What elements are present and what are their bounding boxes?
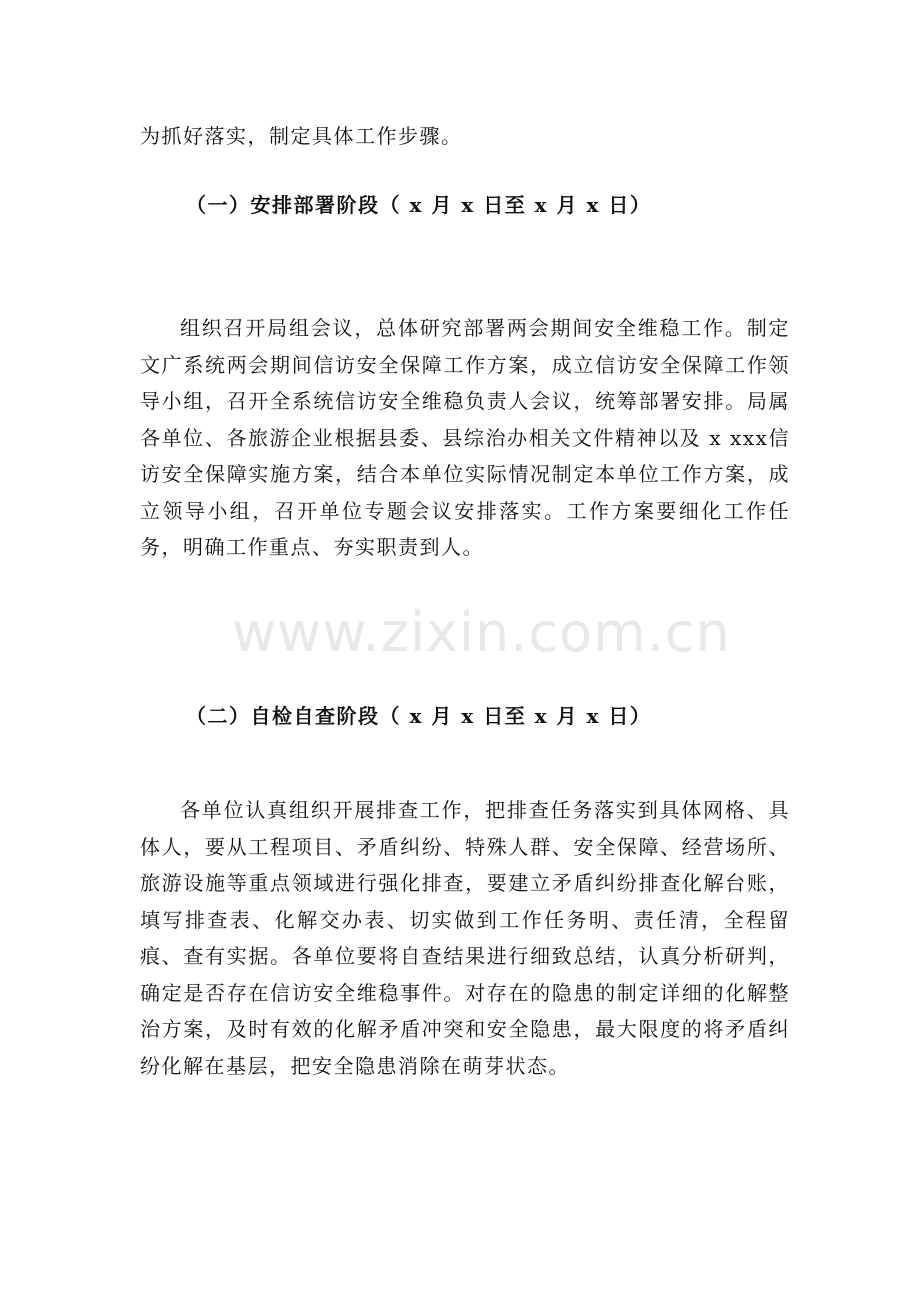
- watermark: www.zixin.com.cn: [232, 601, 731, 664]
- section-1-body: 组织召开局组会议，总体研究部署两会期间安全维稳工作。制定文广系统两会期间信访安全保障工作方案，成立信访安全保障工作领导小组，召开全系统信访安全维稳负责人会议，统筹部署安排。局属各单位、各旅游企业根据县委、县综治办相关文件精神以及 x xxx信访安全保障实施方案，结合本单位实际情况制定本单位工作方案，成立领导小组，召开单位专题会议安排落实。工作方案要细化工作任务，明确工作重点、夯实职责到人。: [140, 316, 790, 559]
- section-2-heading: （二）自检自查阶段（ x 月 x 日至 x 月 x 日）: [186, 704, 652, 728]
- intro-paragraph: 为抓好落实，制定具体工作步骤。: [140, 124, 463, 148]
- section-1-heading: （一）安排部署阶段（ x 月 x 日至 x 月 x 日）: [186, 193, 652, 217]
- section-2-body: 各单位认真组织开展排查工作，把排查任务落实到具体网格、具体人，要从工程项目、矛盾纠纷、特殊人群、安全保障、经营场所、旅游设施等重点领域进行强化排查，要建立矛盾纠纷排查化解台账，填写排查表、化解交办表、切实做到工作任务明、责任清，全程留痕、查有实据。各单位要将自查结果进行细致总结，认真分析研判，确定是否存在信访安全维稳事件。对存在的隐患的制定详细的化解整治方案，及时有效的化解矛盾冲突和安全隐患，最大限度的将矛盾纠纷化解在基层，把安全隐患消除在萌芽状态。: [140, 798, 790, 1078]
